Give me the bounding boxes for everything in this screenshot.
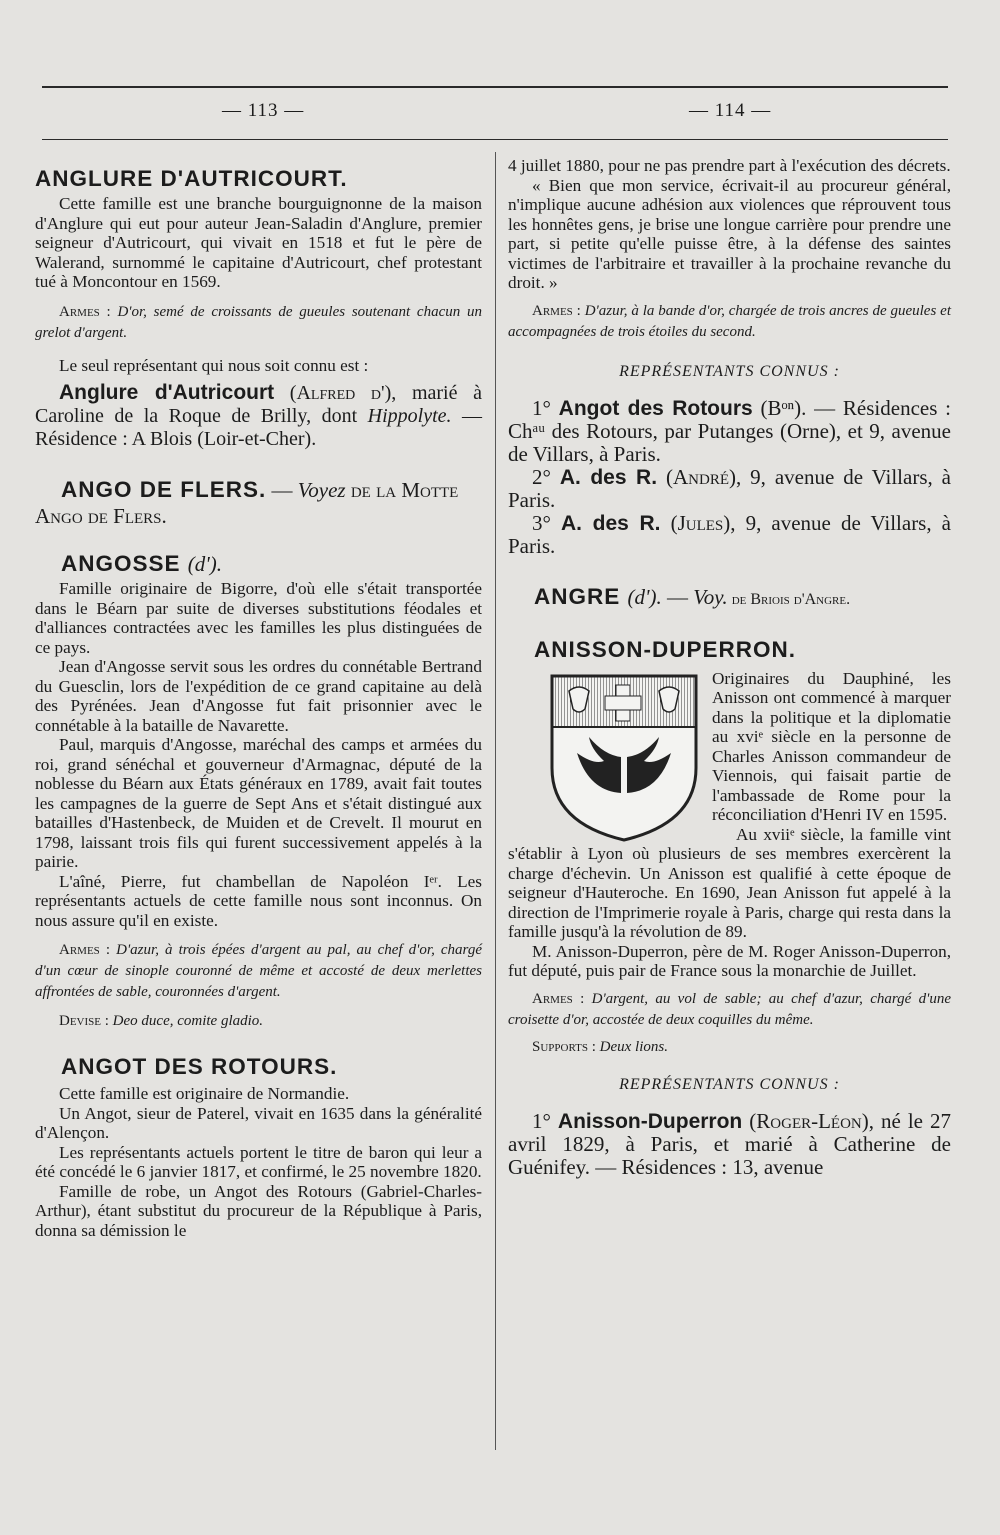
motto-label: Devise : <box>59 1013 109 1029</box>
see-also-label: Voy. <box>693 584 728 609</box>
representative-given-name: (Jules), <box>670 510 736 535</box>
entry-heading-anglure: ANGLURE D'AUTRICOURT. <box>35 166 348 191</box>
representative-text: né le 27 avril 1829, à Paris, et marié à Catherine de Guénifey. — Résidences : 13, avenue <box>508 1108 952 1179</box>
entry-paragraph: Famille originaire de Bigorre, d'où elle s'était transportée dans le Béarn par suite de diverses substitutions féodales et d'alliances contractées avec les familles les plus distinguées de ce pays. <box>35 579 482 657</box>
representative-title: (Bᵒⁿ). <box>760 395 807 420</box>
arms-description <box>35 940 482 1003</box>
representative-entry <box>508 397 951 466</box>
anisson-intro <box>508 669 951 825</box>
representative-number: 1° <box>532 395 551 420</box>
arms-text: D'argent, au vol de sable; au chef d'azur, chargé d'une croisette d'or, accostée de deux coquilles du même. <box>508 990 951 1028</box>
column-divider <box>495 152 496 1450</box>
representative-name: A. des R. <box>559 465 658 489</box>
see-also-ref: de Briois d'Angre. <box>727 590 851 608</box>
entry-heading-ango-de-flers <box>35 477 482 529</box>
representative-given-name: (Alfred d'), <box>289 382 397 404</box>
see-also-label: Voyez <box>297 478 346 502</box>
representative-number: 1° <box>532 1108 551 1133</box>
arms-label: Armes : <box>59 303 111 320</box>
entry-paragraph: L'aîné, Pierre, fut chambellan de Napoléon Iᵉʳ. Les représentants actuels de cette famille nous sont inconnus. On nous assure qu'il en existe. <box>35 871 482 930</box>
arms-label: Armes : <box>532 302 581 319</box>
left-column <box>35 156 482 1240</box>
representatives-title: REPRÉSENTANTS CONNUS : <box>619 362 840 380</box>
entry-paragraph: Le seul représentant qui nous soit connu est : <box>59 355 369 375</box>
heading-particle: (d'). <box>627 584 662 609</box>
entry-paragraph: Un Angot, sieur de Paterel, vivait en 1635 dans la généralité d'Alençon. <box>35 1103 482 1142</box>
motto-text: Deo duce, comite gladio. <box>112 1013 264 1029</box>
heading-particle: (d'). <box>187 552 223 576</box>
representative-entry <box>35 381 482 451</box>
representative-text: — Résidences : Chᵃᵘ des Rotours, par Putanges (Orne), et 9, avenue de Villars, à Paris. <box>508 395 951 466</box>
heading-text: ANGOSSE <box>61 551 181 576</box>
arms-text: D'azur, à trois épées d'argent au pal, au chef d'or, chargé d'un cœur de sinople couronné de même et accosté de deux merlettes affrontées de sable, couronnées d'argent. <box>35 942 482 1000</box>
see-also-ref: de la Motte Ango de Flers. <box>35 478 459 528</box>
motto <box>35 1011 482 1032</box>
page-number-right: — 114 — <box>689 100 772 121</box>
representative-given-name: (André), <box>666 464 742 489</box>
arms-description <box>508 301 951 343</box>
right-column <box>508 156 951 1179</box>
entry-paragraph: Cette famille est originaire de Normandie. <box>59 1084 350 1103</box>
entry-paragraph: Jean d'Angosse servit sous les ordres du connétable Bertrand du Guesclin, lors de l'expédition de ce grand capitaine au delà des Pyrénées. Jean d'Angosse fut fait prisonnier avec le connétable à la bataille de Navarette. <box>35 657 482 735</box>
representative-child: Hippolyte. <box>367 405 452 427</box>
arms-label: Armes : <box>59 942 111 958</box>
heading-text: ANGRE <box>534 583 621 609</box>
representative-name: Anisson-Duperron <box>557 1109 743 1133</box>
entry-heading-anisson: ANISSON-DUPERRON. <box>534 636 797 662</box>
representative-text: 9, avenue de Villars, à Paris. <box>508 464 952 512</box>
coat-of-arms-icon <box>548 673 700 843</box>
heading-text: ANGO DE FLERS. <box>61 477 267 502</box>
entry-heading-angosse <box>35 551 482 577</box>
entry-paragraph: M. Anisson-Duperron, père de M. Roger Anisson-Duperron, fut député, puis pair de France sous la monarchie de Juillet. <box>508 941 951 980</box>
representative-name: A. des R. <box>560 511 661 535</box>
arms-description <box>35 302 482 344</box>
entry-paragraph: Cette famille est une branche bourguignonne de la maison d'Anglure qui eut pour auteur Jean-Saladin d'Anglure, premier seigneur d'Autricourt, qui vivait en 1518 et fut le père de Walerand, surnommé le capitaine d'Autricourt, chef protestant tué à Moncontour en 1569. <box>35 194 482 291</box>
entry-paragraph: Paul, marquis d'Angosse, maréchal des camps et armées du roi, grand sénéchal et gouverneur d'Armagnac, député de la noblesse du Béarn aux États généraux en 1789, avait fait toutes les campagnes de la guerre de Sept Ans et s'était distingué aux batailles d'Hastenbeck, de Muiden et de Crevelt. Il mourut en 1798, laissant trois fils qui furent successivement appelés à la pairie. <box>35 735 482 871</box>
representative-name: Angot des Rotours <box>558 396 753 420</box>
arms-description <box>508 989 951 1031</box>
entry-paragraph: Au xviiᵉ siècle, la famille vint s'établir à Lyon où plusieurs de ses membres exercèrent la charge d'échevin. Un Anisson est qualifié à cette époque de seigneur d'Hauteroche. En 1690, Jean Anisson fut appelé à la direction de l'Imprimerie royale à Paris, charge qui resta dans la famille jusqu'à la révolution de 89. <box>508 824 951 941</box>
representative-text: 9, avenue de Villars, à Paris. <box>508 510 952 558</box>
heading-dash: — <box>266 478 298 502</box>
entry-paragraph: Originaires du Dauphiné, les Anisson ont commencé à marquer dans la politique et la diplomatie au xviᵉ siècle en la personne de Charles Anisson commandeur de Viennois, qui faisait partie de l'ambassade de Rome pour la réconciliation d'Henri IV en 1595. <box>712 668 951 824</box>
entry-heading-angot: ANGOT DES ROTOURS. <box>61 1054 338 1079</box>
representative-entry <box>508 1110 951 1179</box>
arms-text: D'or, semé de croissants de gueules soutenant chacun un grelot d'argent. <box>35 303 482 341</box>
representative-number: 2° <box>532 464 551 489</box>
header-rule <box>42 139 948 140</box>
arms-text: D'azur, à la bande d'or, chargée de trois ancres de gueules et accompagnées de trois étoiles du second. <box>508 302 951 340</box>
top-rule <box>42 86 948 88</box>
representative-number: 3° <box>532 510 551 535</box>
representative-residence: — Résidence : A Blois (Loir-et-Cher). <box>35 405 483 450</box>
arms-label: Armes : <box>532 990 585 1007</box>
supports <box>508 1037 951 1058</box>
quotation: « Bien que mon service, écrivait-il au procureur général, n'implique aucune adhésion aux violences que réprouvent tous les honnêtes gens, je brise une longue carrière pour prendre une part, si petite qu'elle puisse être, à la défense des saintes victimes de l'arbitraire et travailler à la prochaine revanche du droit. » <box>508 175 951 292</box>
representative-entry <box>508 512 951 558</box>
representative-text: marié à Caroline de la Roque de Brilly, dont <box>35 382 482 427</box>
page-number-left: — 113 — <box>222 100 305 121</box>
representatives-title: REPRÉSENTANTS CONNUS : <box>619 1075 840 1093</box>
entry-paragraph: Les représentants actuels portent le titre de baron qui leur a été concédé le 6 janvier 1817, et confirmé, le 25 novembre 1820. <box>35 1142 482 1181</box>
entry-paragraph: 4 juillet 1880, pour ne pas prendre part à l'exécution des décrets. <box>508 156 951 175</box>
supports-label: Supports : <box>532 1038 596 1055</box>
representative-entry <box>508 466 951 512</box>
heading-dash: — <box>667 584 694 609</box>
representative-given-name: (Roger-Léon), <box>749 1108 875 1133</box>
supports-text: Deux lions. <box>599 1038 668 1055</box>
entry-heading-angre <box>508 584 951 613</box>
representative-name: Anglure d'Autricourt <box>59 381 275 404</box>
entry-paragraph: Famille de robe, un Angot des Rotours (Gabriel-Charles-Arthur), étant substitut du procureur de la République à Paris, donna sa démission le <box>35 1181 482 1240</box>
